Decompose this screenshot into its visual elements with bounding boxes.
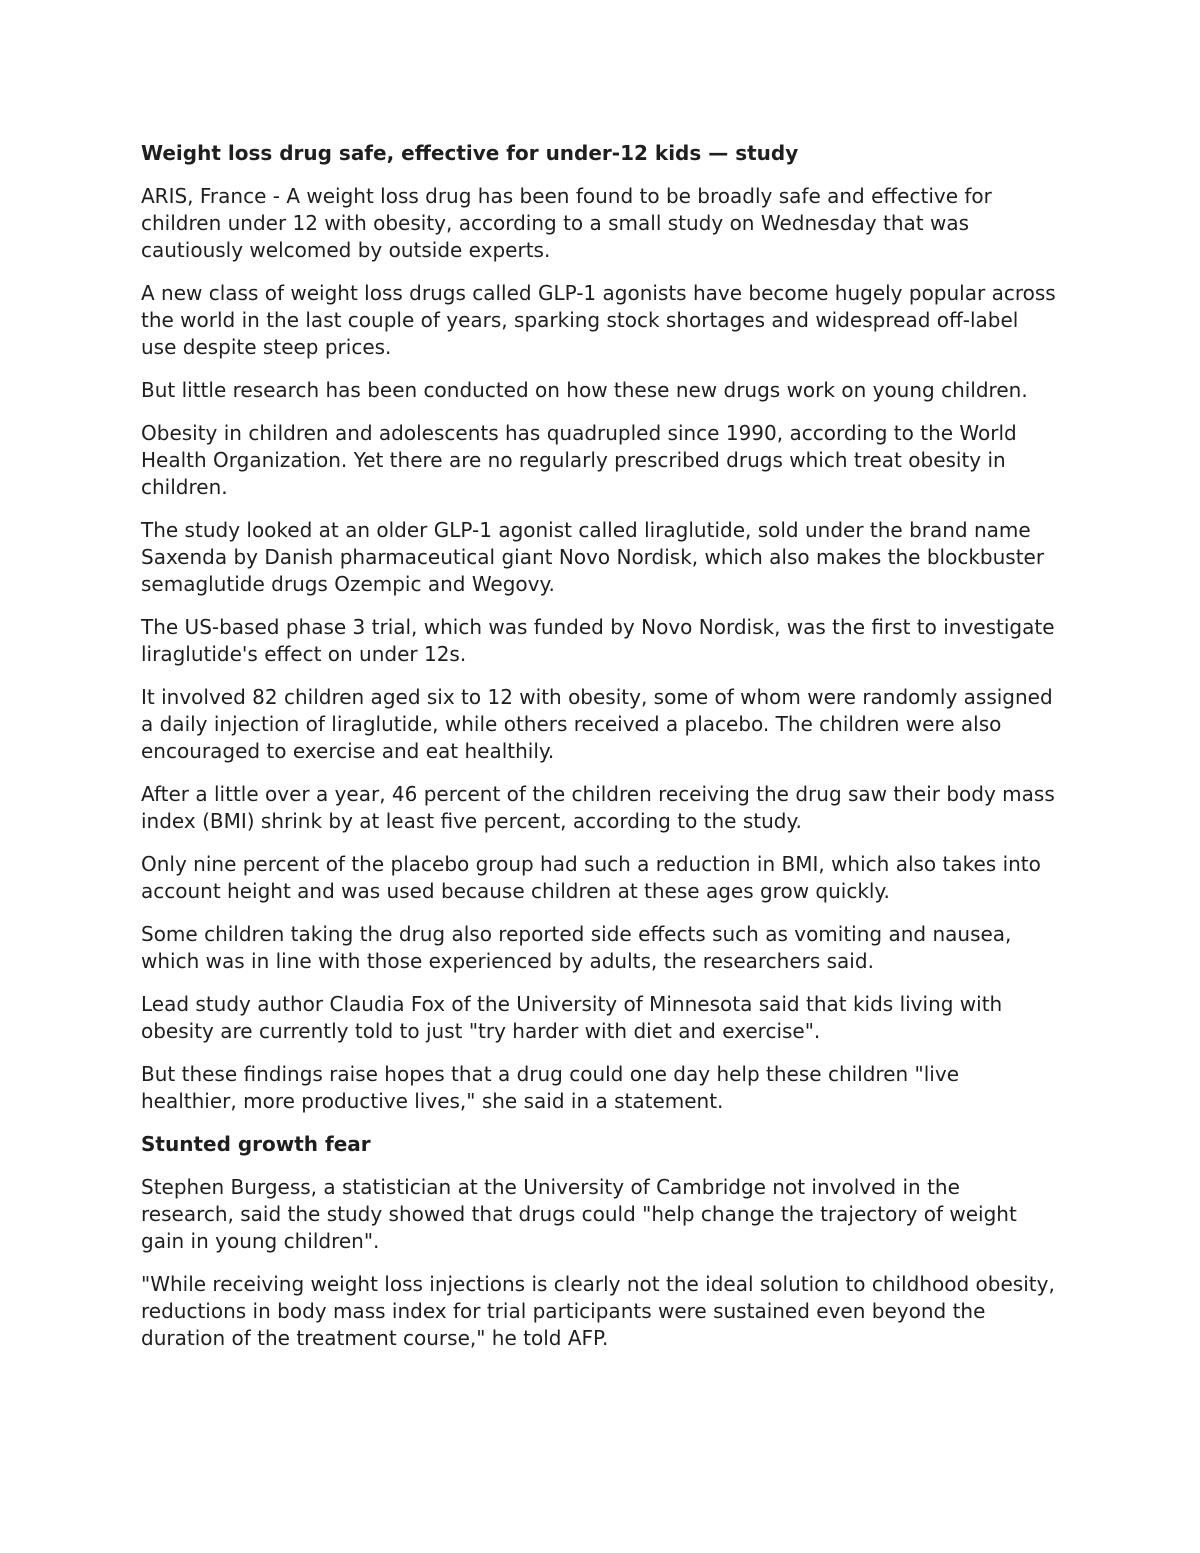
- paragraph: The study looked at an older GLP-1 agonist called liraglutide, sold under the brand name Saxenda by Danish pharmaceutical giant Novo Nordisk, which also makes the blockbuster semaglutide drugs Ozempic and Wegovy.: [141, 518, 1045, 596]
- paragraph: The US-based phase 3 trial, which was funded by Novo Nordisk, was the first to investigate liraglutide's effect on under 12s.: [141, 615, 1055, 666]
- paragraph: ARIS, France - A weight loss drug has been found to be broadly safe and effective for children under 12 with obesity, according to a small study on Wednesday that was cautiously welcomed by outside experts.: [141, 184, 992, 262]
- paragraph: Some children taking the drug also reported side effects such as vomiting and nausea, which was in line with those experienced by adults, the researchers said.: [141, 922, 1012, 973]
- article-title: Weight loss drug safe, effective for under-12 kids — study: [141, 141, 799, 165]
- section-heading: Stunted growth fear: [141, 1132, 371, 1156]
- paragraph: After a little over a year, 46 percent of the children receiving the drug saw their body mass index (BMI) shrink by at least five percent, according to the study.: [141, 782, 1055, 833]
- paragraph: But little research has been conducted on how these new drugs work on young children.: [141, 378, 1028, 402]
- paragraph: But these findings raise hopes that a drug could one day help these children "live healthier, more productive lives," she said in a statement.: [141, 1062, 959, 1113]
- paragraph: Lead study author Claudia Fox of the University of Minnesota said that kids living with obesity are currently told to just "try harder with diet and exercise".: [141, 992, 1003, 1043]
- paragraph: Only nine percent of the placebo group had such a reduction in BMI, which also takes into account height and was used because children at these ages grow quickly.: [141, 852, 1041, 903]
- paragraph: It involved 82 children aged six to 12 with obesity, some of whom were randomly assigned a daily injection of liraglutide, while others received a placebo. The children were also encouraged to exercise and eat healthily.: [141, 685, 1053, 763]
- paragraph: Obesity in children and adolescents has quadrupled since 1990, according to the World Health Organization. Yet there are no regularly prescribed drugs which treat obesity in children.: [141, 421, 1017, 499]
- article-body: [141, 140, 1059, 1368]
- paragraph: "While receiving weight loss injections is clearly not the ideal solution to childhood obesity, reductions in body mass index for trial participants were sustained even beyond the duration of the treatment course," he told AFP.: [141, 1272, 1055, 1350]
- paragraph: Stephen Burgess, a statistician at the University of Cambridge not involved in the research, said the study showed that drugs could "help change the trajectory of weight gain in young children".: [141, 1175, 1017, 1253]
- paragraph: A new class of weight loss drugs called GLP-1 agonists have become hugely popular across the world in the last couple of years, sparking stock shortages and widespread off-label use despite steep prices.: [141, 281, 1056, 359]
